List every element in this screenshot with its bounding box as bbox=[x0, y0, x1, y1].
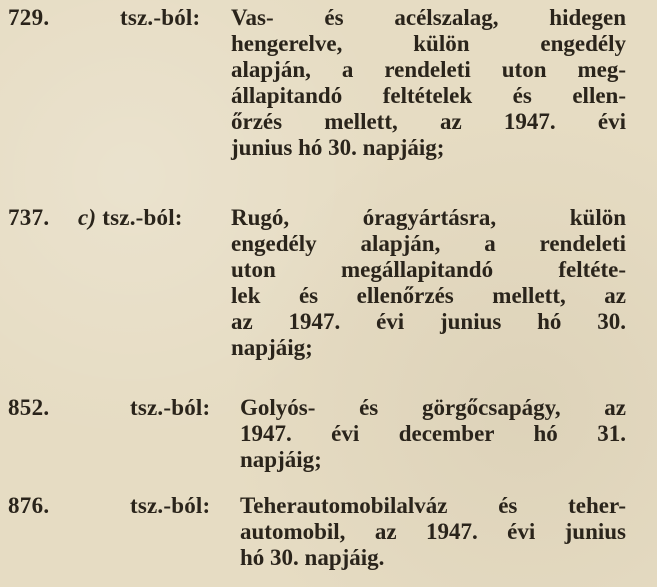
reference-text: tsz.-ból: bbox=[130, 395, 211, 420]
description-line: Vas- és acélszalag, hidegen bbox=[231, 5, 626, 30]
description-line: napjáig; bbox=[240, 447, 322, 472]
reference-text: tsz.-ból: bbox=[102, 205, 183, 230]
entry-number: 852. bbox=[8, 395, 50, 420]
description-line: 1947. évi december hó 31. bbox=[240, 421, 626, 446]
description-line: hengerelve, külön engedély bbox=[231, 31, 626, 56]
description-line: uton megállapitandó feltéte- bbox=[231, 257, 626, 282]
description-line: lek és ellenőrzés mellett, az bbox=[231, 283, 626, 308]
entry-description bbox=[231, 205, 626, 361]
description-line: alapján, a rendeleti uton meg- bbox=[231, 57, 626, 82]
description-line: Rugó, óragyártásra, külön bbox=[231, 205, 626, 230]
description-line: automobil, az 1947. évi junius bbox=[240, 519, 626, 544]
description-line: hó 30. napjáig. bbox=[240, 545, 385, 570]
reference-text: tsz.-ból: bbox=[120, 5, 201, 30]
entry-number: 729. bbox=[8, 5, 50, 30]
entry-description bbox=[240, 493, 626, 571]
entry-number: 737. bbox=[8, 205, 50, 230]
entry-number: 876. bbox=[8, 493, 50, 518]
entry-reference bbox=[78, 205, 183, 231]
entry-reference bbox=[130, 395, 210, 421]
description-line: junius hó 30. napjáig; bbox=[231, 135, 445, 160]
description-line: Golyós- és görgőcsapágy, az bbox=[240, 395, 626, 420]
description-line: Teherautomobilalváz és teher- bbox=[240, 493, 626, 518]
entry-description bbox=[231, 5, 626, 161]
description-line: engedély alapján, a rendeleti bbox=[231, 231, 626, 256]
description-line: az 1947. évi junius hó 30. bbox=[231, 309, 626, 334]
description-line: őrzés mellett, az 1947. évi bbox=[231, 109, 626, 134]
entry-reference bbox=[130, 493, 210, 519]
subsection-letter: c) bbox=[78, 205, 97, 230]
reference-text: tsz.-ból: bbox=[130, 493, 211, 518]
description-line: állapitandó feltételek és ellen- bbox=[231, 83, 626, 108]
entry-description bbox=[240, 395, 626, 473]
description-line: napjáig; bbox=[231, 335, 313, 360]
entry-reference bbox=[120, 5, 200, 31]
